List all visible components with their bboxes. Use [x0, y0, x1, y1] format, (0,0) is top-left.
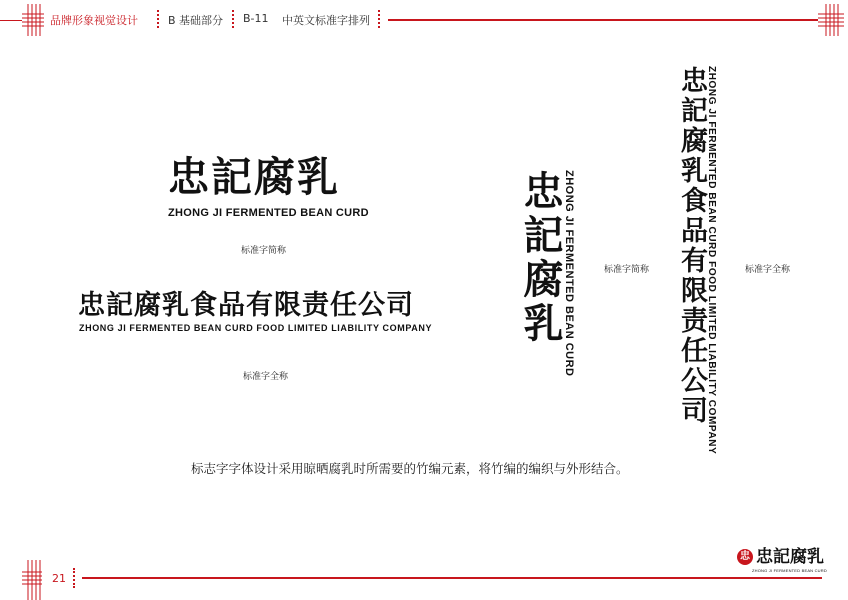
caption-short-vertical: 标准字简称 [604, 265, 650, 275]
footer-rule [82, 577, 822, 579]
lattice-ornament-bottom-left [22, 560, 42, 600]
header-separator [378, 10, 381, 28]
footer-logo-en: ZHONG JI FERMENTED BEAN CURD [752, 568, 827, 573]
logotype-short-vertical-en: ZHONG JI FERMENTED BEAN CURD [563, 170, 575, 377]
description-text: 标志字字体设计采用晾晒腐乳时所需要的竹编元素，将竹编的编织与外形结合。 [191, 461, 629, 476]
caption-full-vertical: 标准字全称 [745, 265, 791, 275]
lattice-ornament-top-left [22, 4, 44, 36]
footer-logo-cn: 忠記腐乳 [756, 547, 824, 567]
logotype-short-vertical-cn: 忠記腐乳 [517, 170, 564, 346]
logotype-short-cn: 忠記腐乳 [168, 153, 340, 201]
lattice-ornament-top-right [818, 4, 844, 36]
header-separator [232, 10, 235, 28]
logotype-full-vertical-en: ZHONG JI FERMENTED BEAN CURD FOOD LIMITED LIABILITY COMPANY [706, 66, 717, 455]
seal-logo-icon: 忠 [737, 549, 753, 565]
logotype-short-en: ZHONG JI FERMENTED BEAN CURD [168, 207, 369, 219]
logotype-full-en: ZHONG JI FERMENTED BEAN CURD FOOD LIMITED LIABILITY COMPANY [79, 323, 433, 333]
header-page-title: 中英文标准字排列 [282, 14, 370, 27]
header-separator [157, 10, 160, 28]
header-page-code: B-11 [243, 12, 269, 25]
footer-separator [73, 568, 76, 588]
caption-short: 标准字简称 [241, 246, 287, 256]
header-section: B 基础部分 [168, 14, 224, 27]
logotype-full-vertical-cn: 忠記腐乳食品有限责任公司 [676, 66, 707, 426]
header-rule-right [388, 19, 818, 21]
header-title: 品牌形象视觉设计 [50, 14, 138, 27]
logotype-full-cn: 忠記腐乳食品有限责任公司 [78, 290, 414, 321]
page-number: 21 [52, 572, 66, 585]
header-rule-left [0, 20, 22, 21]
caption-full: 标准字全称 [243, 372, 289, 382]
